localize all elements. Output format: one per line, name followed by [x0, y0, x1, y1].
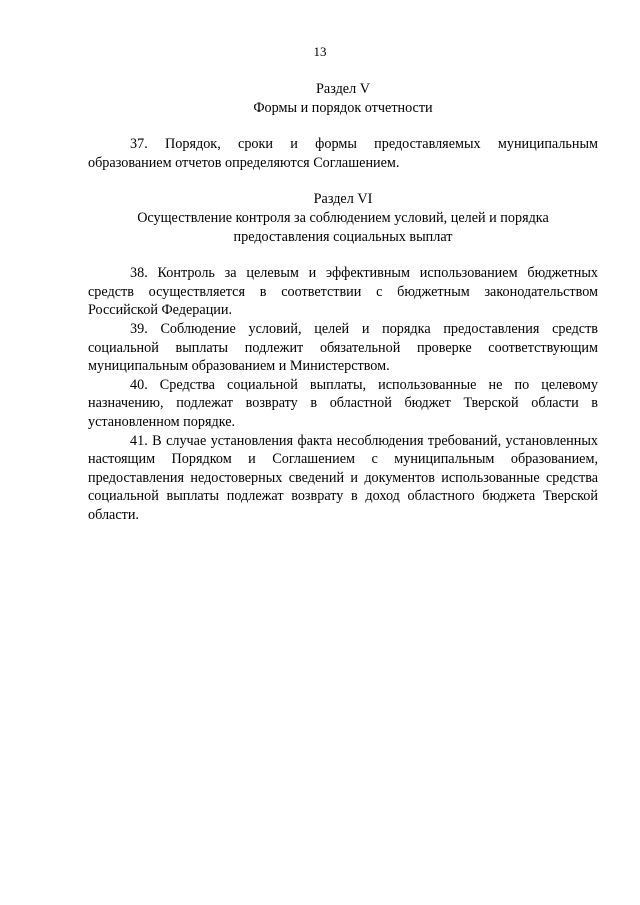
section-title: Раздел VI — [313, 191, 373, 208]
paragraph-38: 38. Контроль за целевым и эффективным использованием бюджетных средств осуществляется в соответствии с бюджетным законодательством Российской Федерации. — [88, 265, 598, 319]
section-heading-vi — [88, 190, 598, 246]
section-subtitle-line-2: предоставления социальных выплат — [233, 228, 453, 245]
page-number: 13 — [313, 44, 327, 59]
section-subtitle-line-1: Осуществление контроля за соблюдением условий, целей и порядка — [137, 209, 549, 226]
paragraph-40: 40. Средства социальной выплаты, использованные не по целевому назначению, подлежат возврату в областной бюджет Тверской области в установленном порядке. — [88, 376, 598, 430]
paragraph-37: 37. Порядок, сроки и формы предоставляемых муниципальным образованием отчетов определяются Соглашением. — [88, 136, 598, 171]
paragraph-41: 41. В случае установления факта несоблюдения требований, установленных настоящим Порядком и Соглашением с муниципальным образованием, предоставления недостоверных сведений и документов использованные средства социальной выплаты подлежат возврату в доход областного бюджета Тверской области. — [88, 432, 598, 523]
section-heading-v — [88, 80, 598, 117]
section-subtitle: Формы и порядок отчетности — [253, 99, 433, 116]
paragraph-39: 39. Соблюдение условий, целей и порядка предоставления средств социальной выплаты подлежит обязательной проверке соответствующим муниципальным образованием и Министерством. — [88, 320, 598, 375]
section-title: Раздел V — [316, 81, 370, 97]
document-body — [88, 80, 598, 524]
